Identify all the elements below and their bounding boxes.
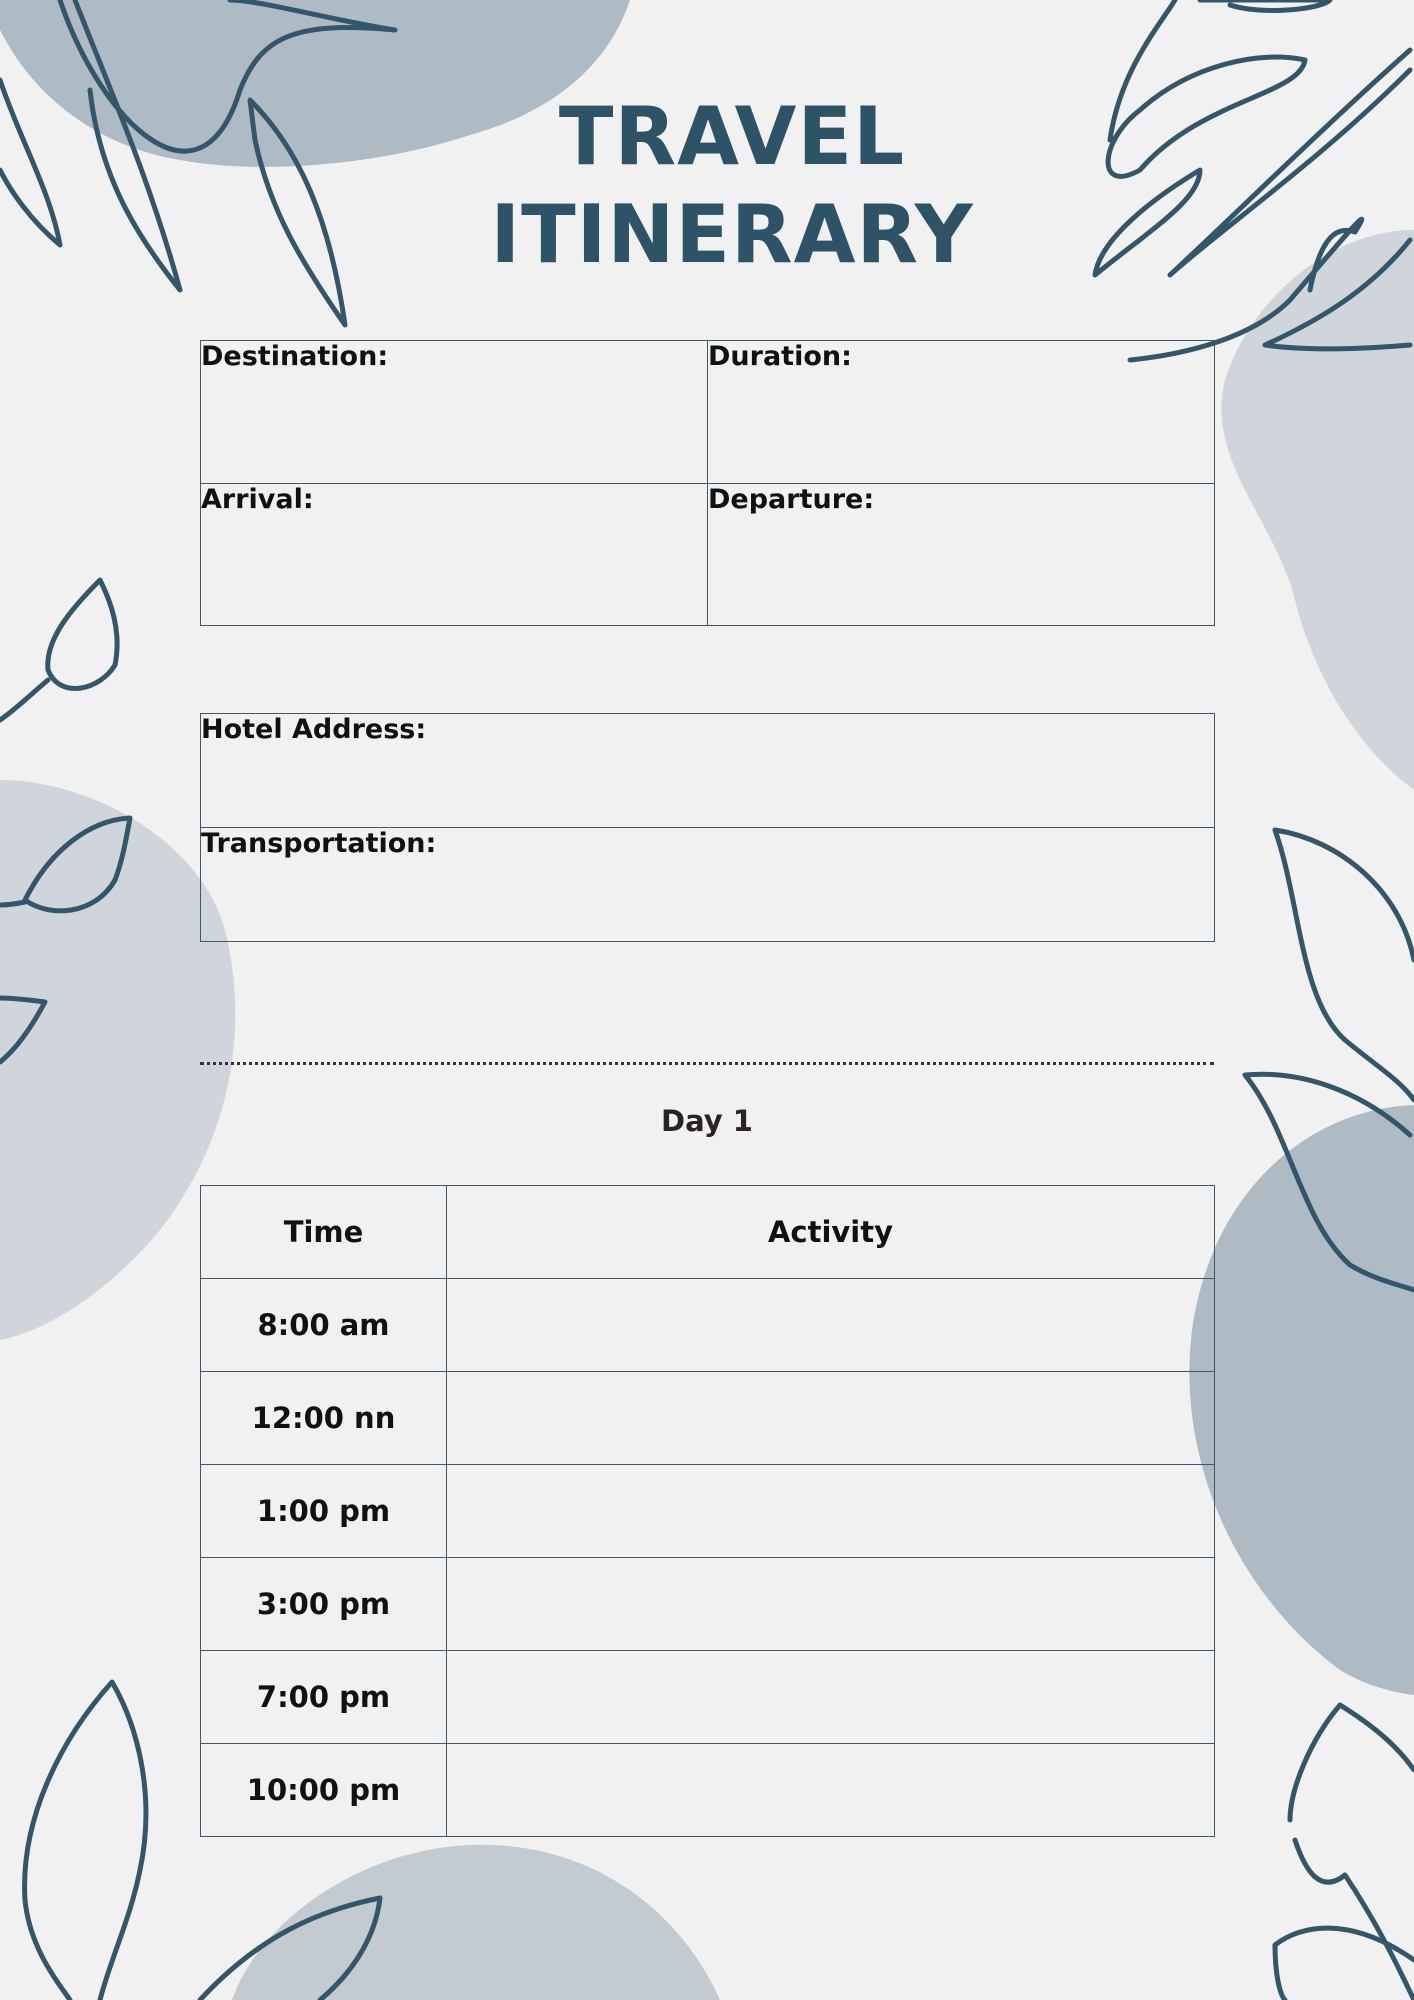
departure-field[interactable] [708,484,1215,626]
activity-cell[interactable] [447,1372,1215,1465]
schedule-row [201,1279,1215,1372]
destination-label: Destination: [201,341,389,372]
duration-label: Duration: [708,341,852,372]
schedule-row [201,1465,1215,1558]
activity-cell[interactable] [447,1465,1215,1558]
time-cell: 7:00 pm [201,1651,447,1744]
title-line-1: TRAVEL [558,90,906,183]
time-cell: 3:00 pm [201,1558,447,1651]
schedule-header-row [201,1186,1215,1279]
activity-column-header: Activity [447,1186,1215,1279]
logistics-table [200,713,1215,942]
activity-cell[interactable] [447,1558,1215,1651]
departure-label: Departure: [708,484,875,515]
schedule-row [201,1372,1215,1465]
duration-field[interactable] [708,341,1215,484]
schedule-table [200,1185,1215,1837]
time-cell: 12:00 nn [201,1372,447,1465]
transportation-label: Transportation: [201,828,437,859]
time-cell: 8:00 am [201,1279,447,1372]
day-heading: Day 1 [661,1104,753,1138]
time-cell: 1:00 pm [201,1465,447,1558]
time-cell: 10:00 pm [201,1744,447,1837]
arrival-field[interactable] [201,484,708,626]
trip-info-table [200,340,1215,626]
activity-cell[interactable] [447,1279,1215,1372]
schedule-row [201,1651,1215,1744]
destination-field[interactable] [201,341,708,484]
transportation-field[interactable] [201,828,1215,942]
time-column-header: Time [201,1186,447,1279]
arrival-label: Arrival: [201,484,314,515]
page-title [407,88,1057,284]
dotted-divider [200,1062,1214,1065]
title-line-2: ITINERARY [490,188,974,281]
hotel-address-label: Hotel Address: [201,714,427,745]
activity-cell[interactable] [447,1744,1215,1837]
schedule-row [201,1744,1215,1837]
activity-cell[interactable] [447,1651,1215,1744]
hotel-address-field[interactable] [201,714,1215,828]
schedule-row [201,1558,1215,1651]
